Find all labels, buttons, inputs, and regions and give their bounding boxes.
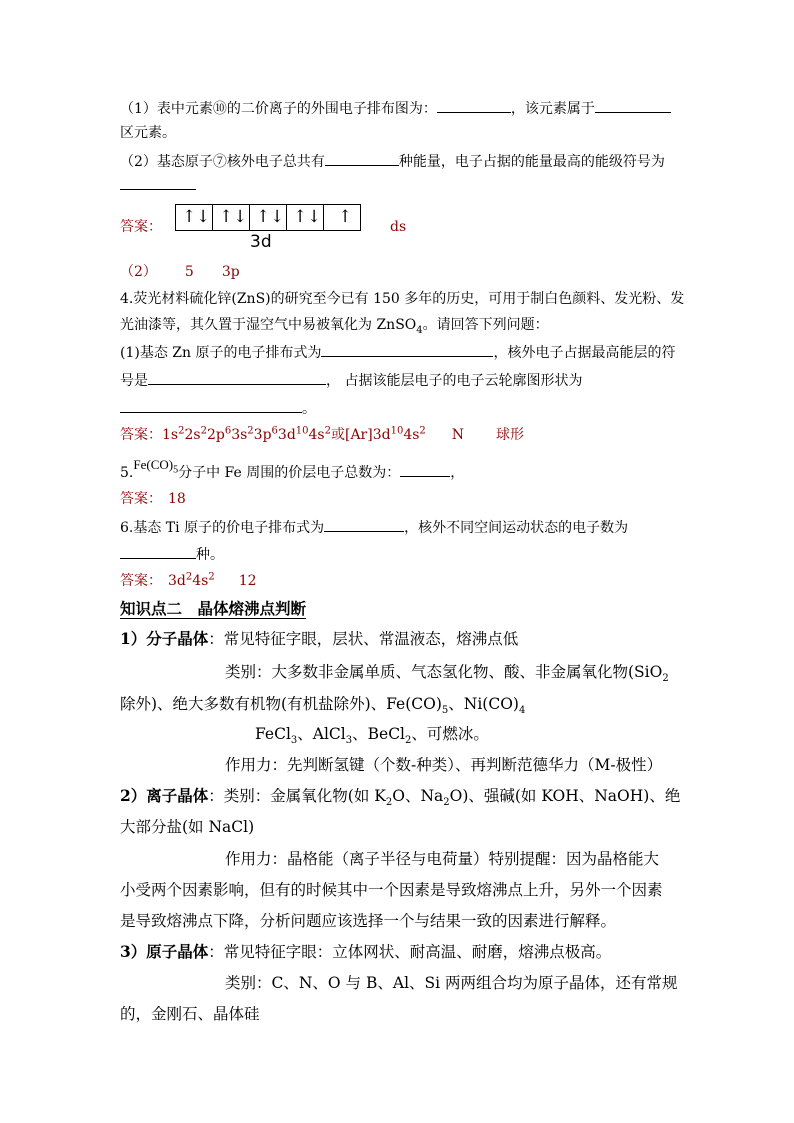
answer-blank[interactable] bbox=[321, 342, 493, 357]
q1-answer-part2: （2） 5 3p bbox=[120, 264, 240, 280]
molecular-crystal-line1: 1）分子晶体：常见特征字眼，层状、常温液态，熔沸点低 bbox=[120, 629, 519, 648]
section-title: 知识点二 晶体熔沸点判断 bbox=[120, 599, 307, 618]
orbital-box bbox=[250, 205, 287, 230]
ionic-crystal-line1: 2）离子晶体：类别：金属氧化物(如 $K_2O$、$Na_2O$)、强碱(如 KOH、NaOH)、绝 bbox=[120, 786, 681, 809]
spin-up-arrow: ↑ bbox=[293, 207, 308, 227]
orbital-box bbox=[213, 205, 250, 230]
ionic-crystal-force1: 作用力：晶格能（离子半径与电荷量）特别提醒：因为晶格能大 bbox=[225, 850, 660, 868]
q4-sub1-line1: (1)基态 Zn 原子的电子排布式为 ，核外电子占据最高能层的符 bbox=[120, 342, 675, 363]
ionic-crystal-force2: 小受两个因素影响，但有的时候其中一个因素是导致熔沸点上升，另外一个因素 bbox=[120, 881, 663, 899]
ionic-crystal-line2: 大部分盐(如 NaCl) bbox=[120, 818, 255, 836]
answer-blank[interactable] bbox=[595, 98, 671, 113]
q1-answer-block: ds bbox=[390, 219, 407, 235]
spin-up-arrow: ↑ bbox=[256, 207, 271, 227]
q4-sub1-line2: 号是 ， 占据该能层电子的电子云轮廓图形状为 bbox=[120, 370, 582, 391]
q5-line: $5.Fe(CO)_5$分子中 Fe 周围的价层电子总数为： ， bbox=[120, 457, 465, 481]
q1-part1-line2: 区元素。 bbox=[120, 125, 176, 141]
spin-down-arrow: ↓ bbox=[196, 207, 211, 227]
q1-part1-line1: （1）表中元素⑩的二价离子的外围电子排布图为： ，该元素属于 bbox=[120, 98, 671, 119]
q6-line2: 种。 bbox=[120, 544, 224, 565]
orbital-diagram bbox=[175, 204, 361, 231]
q4-line1: 4.荧光材料硫化锌(ZnS)的研究至今已有 150 多年的历史，可用于制白色颜料、发光粉、发 bbox=[120, 291, 685, 307]
answer-blank[interactable] bbox=[120, 544, 196, 559]
ionic-crystal-force3: 是导致熔沸点下降，分析问题应该选择一个与结果一致的因素进行解释。 bbox=[120, 912, 617, 930]
molecular-crystal-category-3: FeCl$_3$、AlCl$_3$、BeCl$_2$、可燃冰。 bbox=[255, 725, 489, 747]
spin-down-arrow: ↓ bbox=[233, 207, 248, 227]
q4-line2: 光油漆等，其久置于湿空气中易被氧化为 ZnSO$_4$。请回答下列问题： bbox=[120, 317, 549, 336]
molecular-crystal-force: 作用力：先判断氢键（个数-种类）、再判断范德华力（M-极性） bbox=[225, 756, 663, 774]
answer-blank[interactable] bbox=[400, 462, 450, 477]
answer-blank[interactable] bbox=[437, 98, 511, 113]
q1-part2-line1: （2）基态原子⑦核外电子总共有 种能量，电子占据的能量最高的能级符号为 bbox=[120, 151, 665, 172]
spin-up-arrow: ↑ bbox=[182, 207, 197, 227]
answer-blank[interactable] bbox=[324, 517, 404, 532]
orbital-box bbox=[324, 205, 360, 230]
answer-blank[interactable] bbox=[148, 370, 326, 385]
q4-answer: 答案：$1s^22s^22p^63s^23p^63d^{10}4s^2$或$[Ar]3d^{10}4s^2$ N 球形 bbox=[120, 425, 525, 443]
spin-down-arrow: ↓ bbox=[307, 207, 322, 227]
answer-blank[interactable] bbox=[120, 398, 302, 413]
orbital-box bbox=[287, 205, 324, 230]
q1-part2-line2 bbox=[120, 175, 196, 196]
q1-answer-label: 答案： bbox=[120, 219, 162, 235]
formula: $Fe(CO)_5$ bbox=[133, 457, 179, 476]
spin-up-arrow: ↑ bbox=[219, 207, 234, 227]
answer-blank[interactable] bbox=[325, 151, 399, 166]
q4-sub1-line3: 。 bbox=[120, 398, 316, 419]
q6-line1: 6.基态 Ti 原子的价电子排布式为 ，核外不同空间运动状态的电子数为 bbox=[120, 517, 628, 538]
spin-up-arrow: ↑ bbox=[338, 207, 353, 227]
spin-down-arrow: ↓ bbox=[270, 207, 285, 227]
molecular-crystal-category-2: 除外)、绝大多数有机物(有机盐除外)、$Fe(CO)_5$、$Ni(CO)_4$ bbox=[120, 695, 526, 717]
atomic-crystal-category2: 的，金刚石、晶体硅 bbox=[120, 1005, 260, 1023]
orbital-box bbox=[176, 205, 213, 230]
orbital-label: 3d bbox=[250, 232, 272, 252]
q5-answer: 答案： 18 bbox=[120, 491, 186, 507]
molecular-crystal-category: 类别：大多数非金属单质、气态氢化物、酸、非金属氧化物(SiO$_2$ bbox=[225, 663, 669, 685]
answer-blank[interactable] bbox=[120, 175, 196, 190]
atomic-crystal-category1: 类别：C、N、O 与 B、Al、Si 两两组合均为原子晶体，还有常规 bbox=[225, 974, 678, 992]
q6-answer: 答案： $3d^24s^2$ 12 bbox=[120, 571, 257, 589]
atomic-crystal-line1: 3）原子晶体：常见特征字眼：立体网状、耐高温、耐磨，熔沸点极高。 bbox=[120, 942, 612, 961]
